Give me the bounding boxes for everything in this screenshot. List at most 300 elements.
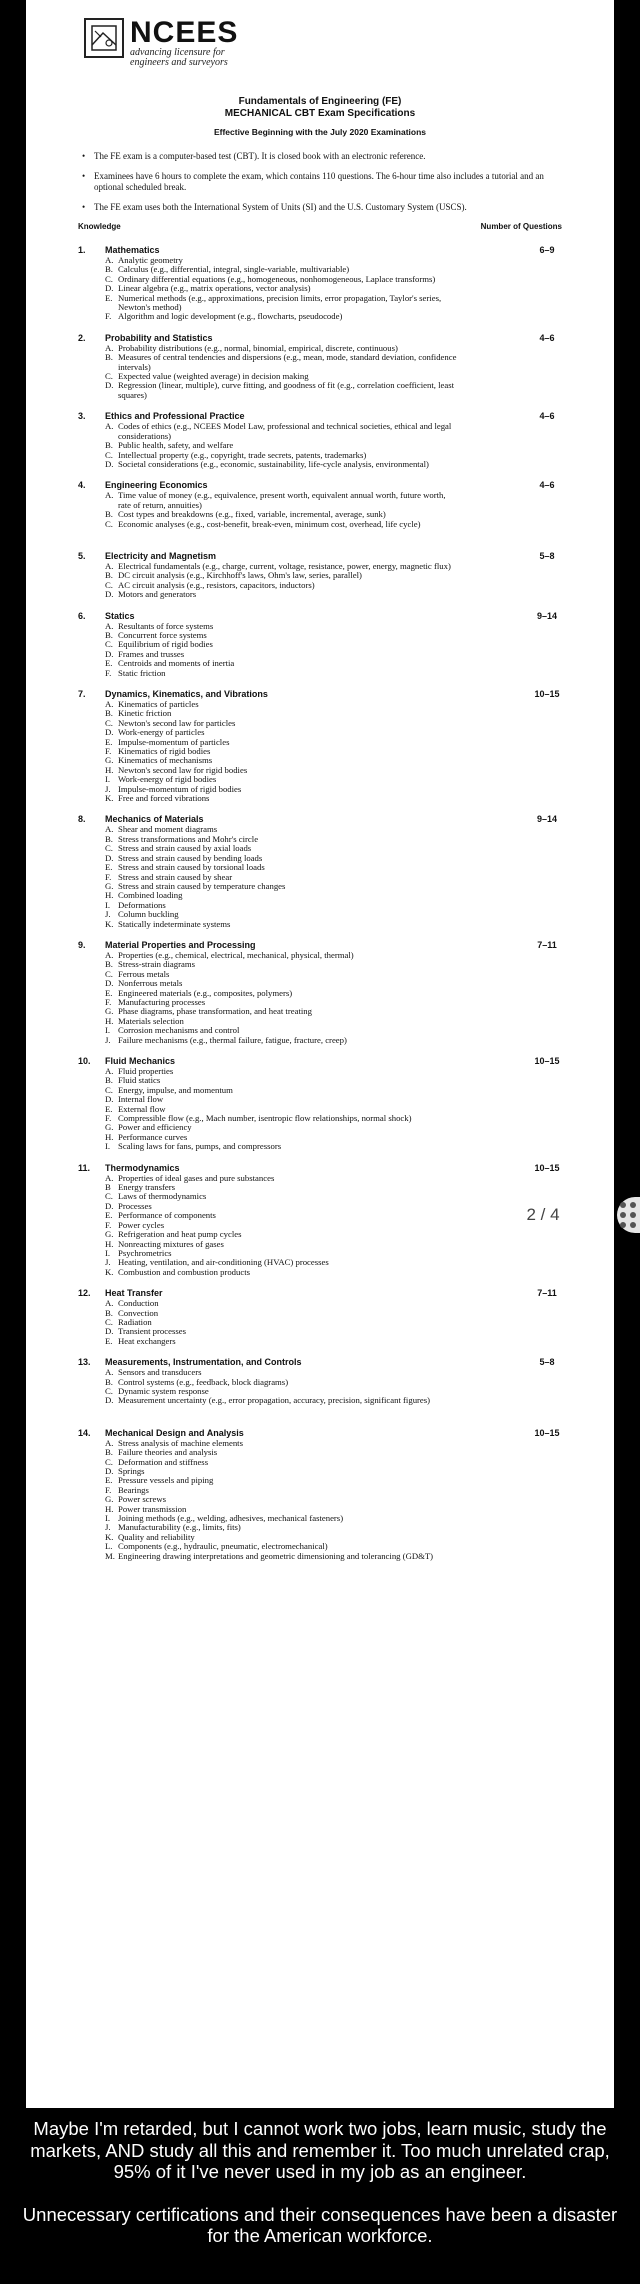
subtopic-letter: A. [105,699,114,709]
subtopic-item [78,669,562,678]
title-line-1: Fundamentals of Engineering (FE) [238,96,402,107]
subtopic-letter: B. [105,1075,113,1086]
subtopic-letter: B. [105,833,113,844]
subtopic-text: Springs [118,1466,145,1476]
subtopic-letter: A. [105,1367,114,1378]
subtopic-letter: B. [105,570,113,581]
meme-caption [20,2118,620,2268]
subtopic-letter: J. [105,1034,111,1045]
subtopic-letter: A. [105,824,114,835]
subtopic-letter: C. [105,1084,113,1095]
subtopic-letter: K. [105,918,114,929]
subtopic-text: Stress and strain caused by bending loads [118,852,263,863]
subtopic-letter: E. [105,736,113,747]
section-number: 1. [78,245,86,255]
subtopic-item [78,590,562,599]
section-title: Probability and Statistics [105,332,213,343]
section-title: Mechanical Design and Analysis [105,1427,244,1438]
subtopic-text: Joining methods (e.g., welding, adhesives, mechanical fasteners) [118,1513,344,1524]
subtopic-letter: C. [105,717,113,728]
subtopic-item [78,422,562,441]
section-number: 13. [78,1357,91,1368]
subtopic-text: Regression (linear, multiple), curve fitting, and goodness of fit (e.g., correlation coefficient, least squares) [118,380,455,400]
subtopic-letter: D. [105,283,114,294]
subtopic-text: Sensors and transducers [118,1367,202,1378]
subtopic-letter: D. [105,648,114,659]
subtopic-text: Convection [118,1307,159,1318]
subtopic-text: Properties (e.g., chemical, electrical, mechanical, physical, thermal) [118,949,354,960]
subtopic-letter: B [105,1182,111,1193]
bullet-item: • The FE exam uses both the International System of Units (SI) and the U.S. Customary System (USCS). [94,202,562,213]
subtopic-text: Intellectual property (e.g., copyright, trade secrets, patents, trademarks) [118,449,367,460]
subtopic-letter: D. [105,1326,114,1337]
subtopic-text: Expected value (weighted average) in decision making [118,371,309,382]
subtopic-letter: E. [105,1475,113,1486]
subtopic-text: Properties of ideal gases and pure substances [118,1172,275,1183]
subtopic-text: Compressible flow (e.g., Mach number, isentropic flow relationships, normal shock) [118,1113,412,1124]
knowledge-section [78,551,562,600]
question-count: 7–11 [537,939,557,950]
question-count: 4–6 [539,332,555,343]
subtopic-text: Work-energy of particles [118,727,205,738]
section-title: Electricity and Magnetism [105,550,217,561]
caption-paragraph-2: Unnecessary certifications and their consequences have been a disaster for the American workforce. [22,2203,618,2246]
subtopic-letter: C. [105,579,113,590]
subtopic-text: Electrical fundamentals (e.g., charge, current, voltage, resistance, power, energy, magnetic flux) [118,560,451,571]
subtopic-text: Algorithm and logic development (e.g., flowcharts, pseudocode) [118,311,343,322]
section-title: Engineering Economics [105,480,208,491]
subtopic-letter: B. [105,352,113,363]
subtopic-item [78,312,562,321]
ncees-logo-icon [84,18,124,58]
subtopic-text: Newton's second law for particles [118,717,236,728]
question-count: 9–14 [536,814,558,825]
subtopic-text: Static friction [118,667,166,678]
subtopic-item [78,460,562,469]
knowledge-section [78,1428,562,1561]
subtopic-text: Nonferrous metals [118,978,183,989]
section-title: Fluid Mechanics [105,1056,176,1066]
knowledge-section [78,1056,562,1152]
subtopic-letter: G. [105,880,114,891]
subtopic-text: Measurement uncertainty (e.g., error propagation, accuracy, precision, significant figures) [118,1395,431,1406]
subtopic-text: Kinematics of rigid bodies [118,746,211,757]
section-heading [78,1163,562,1174]
document-subtitle: Effective Beginning with the July 2020 Examinations [213,127,427,137]
subtopic-letter: A. [105,342,114,353]
subtopic-letter: E. [105,1210,113,1221]
subtopic-letter: B. [105,1447,113,1458]
subtopic-letter: G. [105,1122,114,1133]
intro-bullets [78,151,562,213]
subtopic-text: Manufacturability (e.g., limits, fits) [118,1522,241,1533]
subtopic-letter: M. [105,1550,115,1561]
subtopic-text: Impulse-momentum of rigid bodies [118,783,242,794]
subtopic-letter: C. [105,1191,113,1202]
subtopic-letter: B. [105,264,113,275]
subtopic-text: Laws of thermodynamics [118,1191,207,1202]
question-count: 5–8 [539,550,555,561]
subtopic-letter: H. [105,1015,114,1026]
subtopic-text: Internal flow [118,1094,164,1105]
section-heading [78,611,562,622]
subtopic-text: Measures of central tendencies and dispersions (e.g., mean, mode, standard deviation, confidence intervals) [118,352,457,372]
subtopic-letter: H. [105,1238,114,1249]
subtopic-letter: I. [105,1513,111,1524]
section-title: Dynamics, Kinematics, and Vibrations [105,689,268,699]
subtopic-item [78,491,562,510]
subtopic-text: External flow [118,1103,166,1114]
subtopic-text: Kinematics of particles [118,699,199,709]
subtopic-letter: D. [105,1466,114,1476]
subtopic-letter: F. [105,1113,112,1124]
knowledge-section [78,611,562,678]
subtopic-text: Refrigeration and heat pump cycles [118,1229,242,1240]
subtopic-letter: A. [105,1298,114,1309]
knowledge-section [78,1163,562,1277]
subtopic-text: Radiation [118,1316,152,1327]
knowledge-sections [78,245,562,1561]
subtopic-letter: H. [105,890,114,901]
subtopic-text: Energy, impulse, and momentum [118,1084,233,1095]
subtopic-text: Stress transformations and Mohr's circle [118,833,259,844]
subtopic-text: Societal considerations (e.g., economic, sustainability, life-cycle analysis, environmental) [118,458,429,469]
section-title: Material Properties and Processing [105,939,256,950]
subtopic-letter: G. [105,1006,114,1017]
knowledge-section [78,1288,562,1346]
knowledge-section [78,333,562,400]
subtopic-letter: C. [105,518,113,529]
column-header [78,222,562,231]
knowledge-section [78,689,562,803]
question-count: 4–6 [539,411,555,422]
subtopic-text: Performance of components [118,1210,216,1221]
subtopic-text: Stress and strain caused by shear [118,871,233,882]
subtopic-letter: K. [105,1531,114,1542]
document-page [26,0,614,2108]
subtopic-text: Centroids and moments of inertia [118,658,235,669]
subtopic-text: Economic analyses (e.g., cost-benefit, break-even, minimum cost, overhead, life cycle) [118,518,421,529]
section-title: Mechanics of Materials [105,814,204,825]
subtopic-text: DC circuit analysis (e.g., Kirchhoff's laws, Ohm's law, series, parallel) [118,570,362,581]
logo-tagline-1: advancing licensure for [130,47,225,58]
section-number: 7. [78,689,86,699]
subtopic-letter: B. [105,440,113,451]
subtopic-text: Fluid statics [118,1075,161,1086]
subtopic-letter: A. [105,1172,114,1183]
subtopic-item [78,353,562,372]
subtopic-text: Pressure vessels and piping [118,1475,214,1486]
bullet-item: • The FE exam is a computer-based test (CBT). It is closed book with an electronic reference. [94,151,562,162]
subtopic-text: Fluid properties [118,1066,174,1076]
ncees-logo [84,18,562,72]
question-count: 10–15 [534,1162,560,1173]
subtopic-letter: H. [105,764,114,775]
subtopic-text: AC circuit analysis (e.g., resistors, capacitors, inductors) [118,579,315,590]
subtopic-text: Resultants of force systems [118,620,214,631]
subtopic-letter: E. [105,1103,113,1114]
section-title: Statics [105,610,135,621]
bullet-item: • Examinees have 6 hours to complete the exam, which contains 110 questions. The 6-hour time also includes a tutorial and an optional scheduled break. [94,171,562,193]
subtopic-item [78,1142,562,1151]
subtopic-letter: F. [105,667,112,678]
subtopic-letter: A. [105,560,114,571]
subtopic-letter: C. [105,371,113,382]
knowledge-section [78,480,562,529]
subtopic-text: Nonreacting mixtures of gases [118,1238,224,1249]
subtopic-text: Psychrometrics [118,1247,172,1258]
subtopic-letter: D. [105,589,114,600]
subtopic-item [78,1476,562,1485]
question-count: 10–15 [534,1427,560,1438]
subtopic-text: Bearings [118,1484,149,1495]
subtopic-text: Power cycles [118,1219,165,1230]
subtopic-item [78,1268,562,1277]
subtopic-text: Failure theories and analysis [118,1447,218,1458]
more-options-icon[interactable] [617,1197,640,1233]
subtopic-letter: C. [105,639,113,650]
subtopic-text: Kinematics of mechanisms [118,755,213,766]
subtopic-text: Stress-strain diagrams [118,959,195,970]
subtopic-text: Impulse-momentum of particles [118,736,230,747]
subtopic-text: Processes [118,1200,152,1211]
document-title [78,96,562,120]
subtopic-item [78,381,562,400]
knowledge-section [78,1357,562,1406]
questions-header: Number of Questions [480,222,562,231]
subtopic-text: Public health, safety, and welfare [118,440,234,451]
subtopic-letter: H. [105,1503,114,1514]
subtopic-text: Cost types and breakdowns (e.g., fixed, variable, incremental, average, sunk) [118,509,386,520]
subtopic-letter: C. [105,1385,113,1396]
caption-paragraph-1: Maybe I'm retarded, but I cannot work two jobs, learn music, study the markets, AND study all this and remember it. Too much unrelated crap, 95% of it I've never used in my job as an engineer. [30,2118,610,2182]
subtopic-letter: J. [105,909,111,920]
knowledge-section [78,814,562,928]
subtopic-text: Components (e.g., hydraulic, pneumatic, electromechanical) [118,1541,328,1552]
subtopic-text: Power and efficiency [118,1122,192,1133]
subtopic-letter: K. [105,1266,114,1277]
subtopic-letter: D. [105,380,114,391]
question-count: 4–6 [539,480,555,491]
subtopic-text: Corrosion mechanisms and control [118,1025,240,1036]
subtopic-letter: K. [105,793,114,804]
subtopic-letter: I. [105,1247,111,1258]
subtopic-letter: G. [105,1229,114,1240]
subtopic-letter: J. [105,1522,111,1533]
subtopic-letter: B. [105,1376,113,1387]
subtopic-letter: F. [105,1219,112,1230]
subtopic-text: Dynamic system response [118,1385,209,1396]
subtopic-letter: A. [105,421,114,432]
subtopic-text: Ferrous metals [118,968,170,979]
subtopic-letter: E. [105,292,113,303]
subtopic-letter: B. [105,708,113,719]
subtopic-text: Numerical methods (e.g., approximations, precision limits, error propagation, Taylor's series, Newton's method) [118,292,442,313]
subtopic-text: Energy transfers [118,1182,176,1193]
question-count: 7–11 [537,1288,557,1299]
section-title: Thermodynamics [105,1162,180,1173]
subtopic-text: Combustion and combustion products [118,1266,250,1277]
subtopic-text: Probability distributions (e.g., normal, binomial, empirical, discrete, continuous) [118,342,398,353]
subtopic-item [78,520,562,529]
subtopic-text: Phase diagrams, phase transformation, and heat treating [118,1006,312,1017]
subtopic-letter: C. [105,1316,113,1327]
subtopic-text: Engineering drawing interpretations and geometric dimensioning and tolerancing (GD&T) [118,1550,434,1561]
subtopic-letter: D. [105,1094,114,1105]
subtopic-letter: B. [105,509,113,520]
subtopic-item [78,294,562,313]
question-count: 6–9 [539,245,555,255]
subtopic-letter: A. [105,949,114,960]
subtopic-letter: F. [105,311,112,322]
subtopic-text: Power screws [118,1494,167,1505]
subtopic-letter: E. [105,1335,113,1346]
subtopic-letter: G. [105,755,114,766]
knowledge-section [78,940,562,1045]
section-number: 11. [78,1162,91,1173]
subtopic-letter: L. [105,1541,113,1552]
subtopic-text: Quality and reliability [118,1531,195,1542]
subtopic-text: Column buckling [118,909,179,920]
subtopic-text: Shear and moment diagrams [118,824,218,835]
logo-tagline-2: engineers and surveyors [130,57,228,68]
knowledge-section [78,411,562,469]
subtopic-text: Combined loading [118,890,183,901]
subtopic-text: Concurrent force systems [118,629,207,640]
subtopic-letter: B. [105,629,113,640]
section-number: 10. [78,1056,91,1066]
subtopic-text: Stress and strain caused by axial loads [118,843,252,854]
subtopic-letter: D. [105,1200,114,1211]
subtopic-text: Analytic geometry [118,255,183,265]
subtopic-letter: I. [105,899,111,910]
subtopic-letter: I. [105,1141,111,1152]
subtopic-text: Frames and trusses [118,648,185,659]
section-number: 3. [78,411,86,422]
subtopic-text: Transient processes [118,1326,186,1337]
subtopic-text: Calculus (e.g., differential, integral, single-variable, multivariable) [118,264,350,275]
subtopic-letter: G. [105,1494,114,1505]
subtopic-text: Newton's second law for rigid bodies [118,764,248,775]
section-number: 14. [78,1427,91,1438]
subtopic-text: Kinetic friction [118,708,172,719]
subtopic-letter: D. [105,727,114,738]
page-indicator: 2 / 4 [512,1200,574,1230]
subtopic-text: Motors and generators [118,589,197,600]
section-number: 4. [78,480,86,491]
question-count: 9–14 [536,610,558,621]
subtopic-letter: C. [105,273,113,284]
knowledge-section [78,245,562,322]
logo-name: NCEES [130,16,239,49]
subtopic-letter: I. [105,1025,111,1036]
subtopic-letter: B. [105,1307,113,1318]
question-count: 5–8 [539,1357,555,1368]
subtopic-letter: F. [105,871,112,882]
subtopic-letter: E. [105,862,113,873]
subtopic-letter: J. [105,783,111,794]
subtopic-text: Codes of ethics (e.g., NCEES Model Law, professional and technical societies, ethical and legal considerations) [118,421,452,441]
subtopic-letter: I. [105,774,111,785]
subtopic-item [78,1036,562,1045]
section-number: 5. [78,550,86,561]
section-number: 8. [78,814,86,825]
subtopic-letter: A. [105,255,114,265]
subtopic-letter: F. [105,1484,112,1495]
subtopic-text: Stress analysis of machine elements [118,1437,243,1448]
subtopic-item [78,920,562,929]
subtopic-letter: E. [105,987,113,998]
subtopic-text: Time value of money (e.g., equivalence, present worth, equivalent annual worth, future worth, rate of return, annuities) [118,490,446,510]
subtopic-item [78,1396,562,1405]
subtopic-letter: H. [105,1131,114,1142]
subtopic-letter: F. [105,746,112,757]
subtopic-item [78,794,562,803]
subtopic-text: Deformation and stiffness [118,1456,209,1467]
subtopic-letter: D. [105,458,114,469]
subtopic-text: Stress and strain caused by temperature changes [118,880,286,891]
subtopic-item [78,1337,562,1346]
subtopic-text: Free and forced vibrations [118,793,210,804]
subtopic-text: Conduction [118,1298,159,1309]
subtopic-item [78,1458,562,1467]
subtopic-letter: F. [105,996,112,1007]
subtopic-text: Materials selection [118,1015,184,1026]
subtopic-text: Performance curves [118,1131,188,1142]
subtopic-text: Work-energy of rigid bodies [118,774,217,785]
subtopic-text: Engineered materials (e.g., composites, polymers) [118,987,293,998]
subtopic-text: Heat exchangers [118,1335,176,1346]
section-title: Heat Transfer [105,1288,163,1299]
subtopic-text: Ordinary differential equations (e.g., homogeneous, nonhomogeneous, Laplace transforms) [118,273,436,284]
subtopic-text: Equilibrium of rigid bodies [118,639,213,650]
title-line-2: MECHANICAL CBT Exam Specifications [224,108,416,119]
subtopic-letter: C. [105,449,113,460]
section-number: 9. [78,939,86,950]
subtopic-letter: J. [105,1257,111,1268]
subtopic-letter: B. [105,959,113,970]
section-title: Ethics and Professional Practice [105,411,245,422]
subtopic-text: Failure mechanisms (e.g., thermal failure, fatigue, fracture, creep) [118,1034,347,1045]
subtopic-letter: E. [105,658,113,669]
subtopic-letter: D. [105,852,114,863]
subtopic-text: Linear algebra (e.g., matrix operations, vector analysis) [118,283,311,294]
question-count: 10–15 [534,689,560,699]
section-number: 6. [78,610,86,621]
subtopic-letter: A. [105,1066,114,1076]
subtopic-letter: C. [105,968,113,979]
subtopic-letter: D. [105,978,114,989]
subtopic-letter: A. [105,620,114,631]
subtopic-text: Control systems (e.g., feedback, block diagrams) [118,1376,289,1387]
subtopic-text: Scaling laws for fans, pumps, and compressors [118,1141,282,1152]
subtopic-text: Manufacturing processes [118,996,206,1007]
subtopic-text: Heating, ventilation, and air-conditioning (HVAC) processes [118,1257,329,1268]
section-title: Measurements, Instrumentation, and Controls [105,1357,302,1368]
knowledge-header: Knowledge [78,222,121,231]
section-title: Mathematics [105,245,160,255]
subtopic-text: Power transmission [118,1503,187,1514]
question-count: 10–15 [534,1056,560,1066]
subtopic-letter: D. [105,1395,114,1406]
subtopic-letter: A. [105,1437,114,1448]
subtopic-text: Stress and strain caused by torsional loads [118,862,265,873]
subtopic-letter: C. [105,1456,113,1467]
section-number: 2. [78,332,86,343]
subtopic-text: Deformations [118,899,166,910]
subtopic-text: Statically indeterminate systems [118,918,231,929]
subtopic-item [78,1552,562,1561]
